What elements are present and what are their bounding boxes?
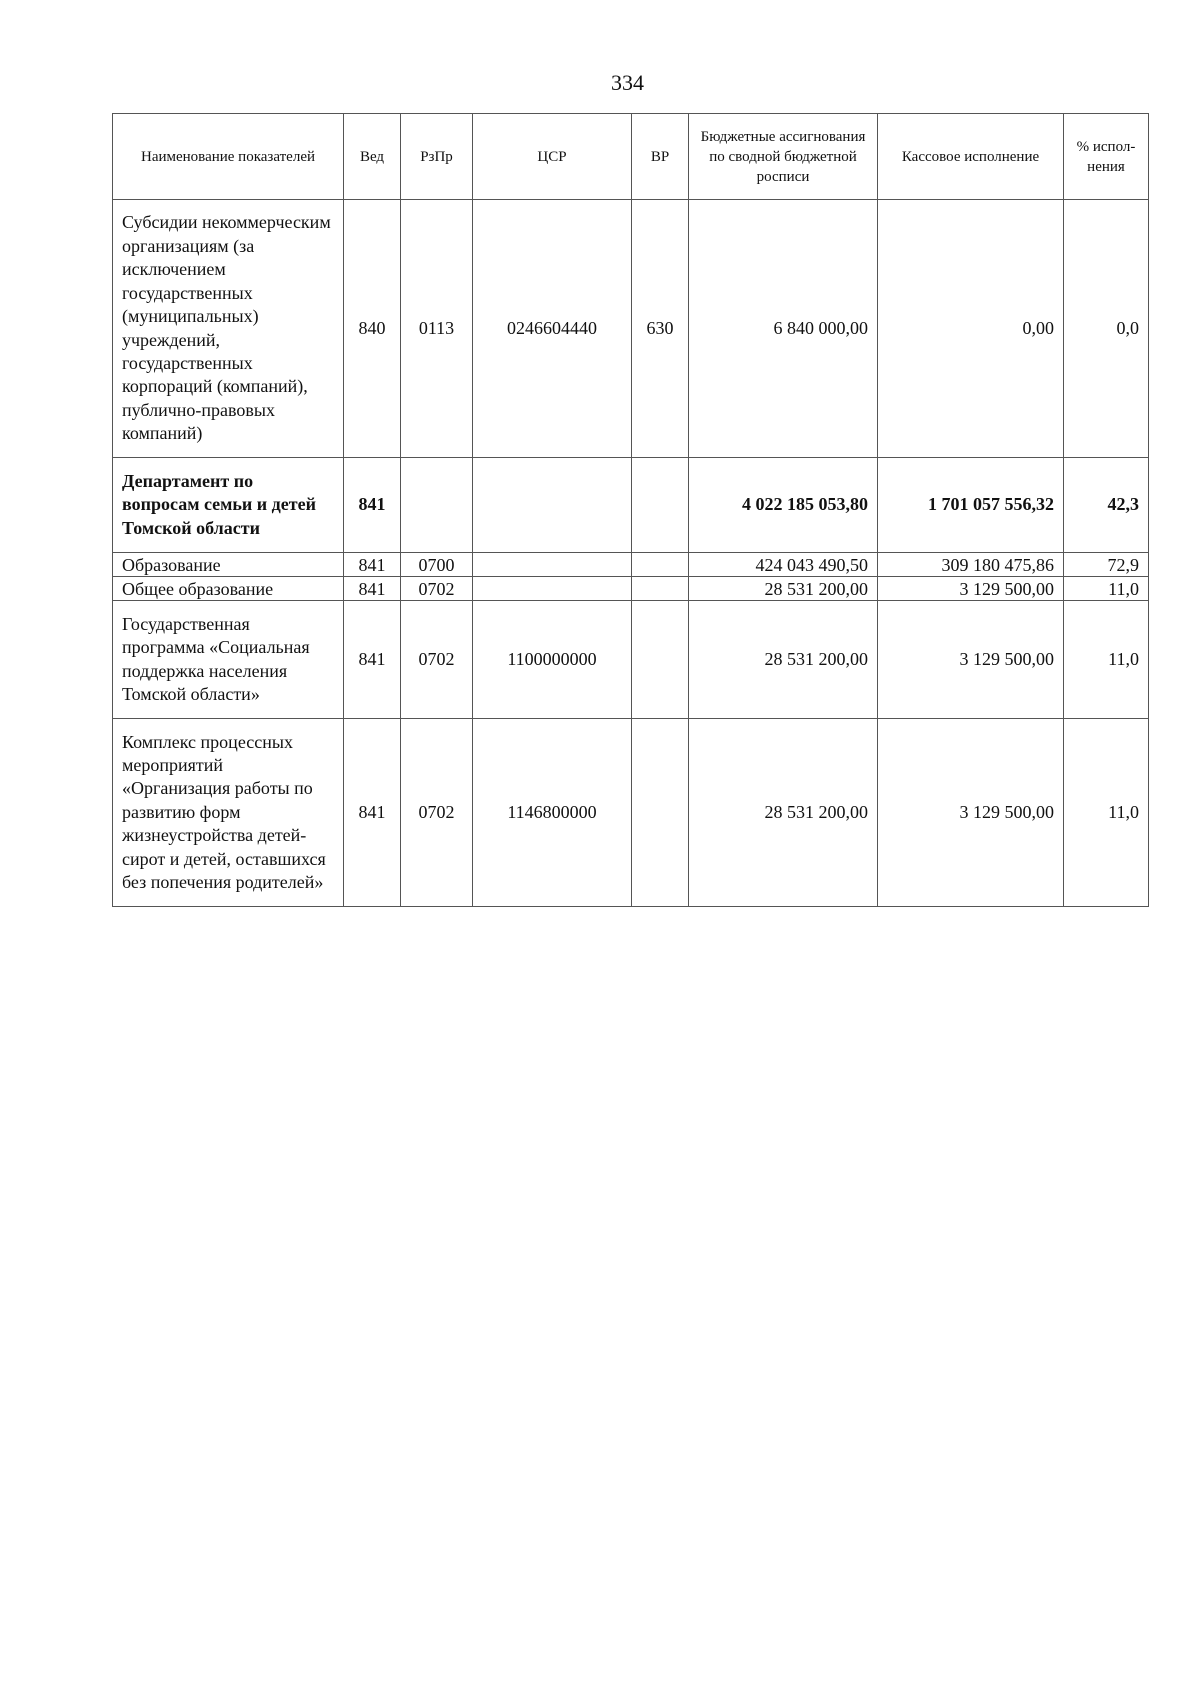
cell-budget: 4 022 185 053,80: [689, 458, 878, 553]
cell-budget: 28 531 200,00: [689, 719, 878, 907]
cell-cash: 3 129 500,00: [878, 601, 1064, 719]
cell-ved: 841: [344, 601, 401, 719]
table-row: [113, 601, 1149, 719]
budget-execution-table: [112, 113, 1149, 907]
cell-ved: 841: [344, 458, 401, 553]
table-row: [113, 458, 1149, 553]
cell-csr: [473, 553, 632, 577]
cell-percent: 11,0: [1064, 577, 1149, 601]
cell-name: Департамент по вопросам семьи и детей Томской области: [113, 458, 344, 553]
header-percent: % испол-нения: [1064, 114, 1149, 200]
cell-cash: 1 701 057 556,32: [878, 458, 1064, 553]
header-cash: Кассовое исполнение: [878, 114, 1064, 200]
cell-budget: 6 840 000,00: [689, 200, 878, 458]
table-row: [113, 553, 1149, 577]
header-rzpr: РзПр: [401, 114, 473, 200]
cell-budget: 28 531 200,00: [689, 577, 878, 601]
cell-vr: 630: [632, 200, 689, 458]
cell-rzpr: 0113: [401, 200, 473, 458]
cell-name: Общее образование: [113, 577, 344, 601]
cell-vr: [632, 553, 689, 577]
cell-percent: 11,0: [1064, 719, 1149, 907]
cell-rzpr: 0702: [401, 601, 473, 719]
cell-rzpr: 0700: [401, 553, 473, 577]
cell-rzpr: 0702: [401, 719, 473, 907]
cell-budget: 28 531 200,00: [689, 601, 878, 719]
cell-vr: [632, 719, 689, 907]
table-row: [113, 200, 1149, 458]
cell-ved: 840: [344, 200, 401, 458]
cell-percent: 72,9: [1064, 553, 1149, 577]
cell-name: Субсидии некоммерческим организациям (за исключением государственных (муниципальных) учреждений, государственных корпораций (компаний), публично-правовых компаний): [113, 200, 344, 458]
table-row: [113, 577, 1149, 601]
page-number: 334: [611, 70, 644, 95]
cell-percent: 0,0: [1064, 200, 1149, 458]
header-ved: Вед: [344, 114, 401, 200]
cell-name: Государственная программа «Социальная поддержка населения Томской области»: [113, 601, 344, 719]
cell-vr: [632, 458, 689, 553]
cell-ved: 841: [344, 577, 401, 601]
cell-cash: 0,00: [878, 200, 1064, 458]
cell-csr: 1100000000: [473, 601, 632, 719]
cell-percent: 42,3: [1064, 458, 1149, 553]
header-csr: ЦСР: [473, 114, 632, 200]
cell-rzpr: 0702: [401, 577, 473, 601]
cell-name: Комплекс процессных мероприятий «Организация работы по развитию форм жизнеустройства детей-сирот и детей, оставшихся без попечения родителей»: [113, 719, 344, 907]
cell-vr: [632, 577, 689, 601]
header-name: Наименование показателей: [113, 114, 344, 200]
cell-cash: 309 180 475,86: [878, 553, 1064, 577]
cell-vr: [632, 601, 689, 719]
cell-cash: 3 129 500,00: [878, 577, 1064, 601]
cell-ved: 841: [344, 719, 401, 907]
header-vr: ВР: [632, 114, 689, 200]
cell-csr: [473, 577, 632, 601]
table-row: [113, 719, 1149, 907]
cell-budget: 424 043 490,50: [689, 553, 878, 577]
header-budget: Бюджетные ассигнования по сводной бюджетной росписи: [689, 114, 878, 200]
table-header-row: [113, 114, 1149, 200]
cell-rzpr: [401, 458, 473, 553]
cell-name: Образование: [113, 553, 344, 577]
cell-cash: 3 129 500,00: [878, 719, 1064, 907]
cell-ved: 841: [344, 553, 401, 577]
cell-csr: 0246604440: [473, 200, 632, 458]
cell-csr: [473, 458, 632, 553]
cell-percent: 11,0: [1064, 601, 1149, 719]
cell-csr: 1146800000: [473, 719, 632, 907]
